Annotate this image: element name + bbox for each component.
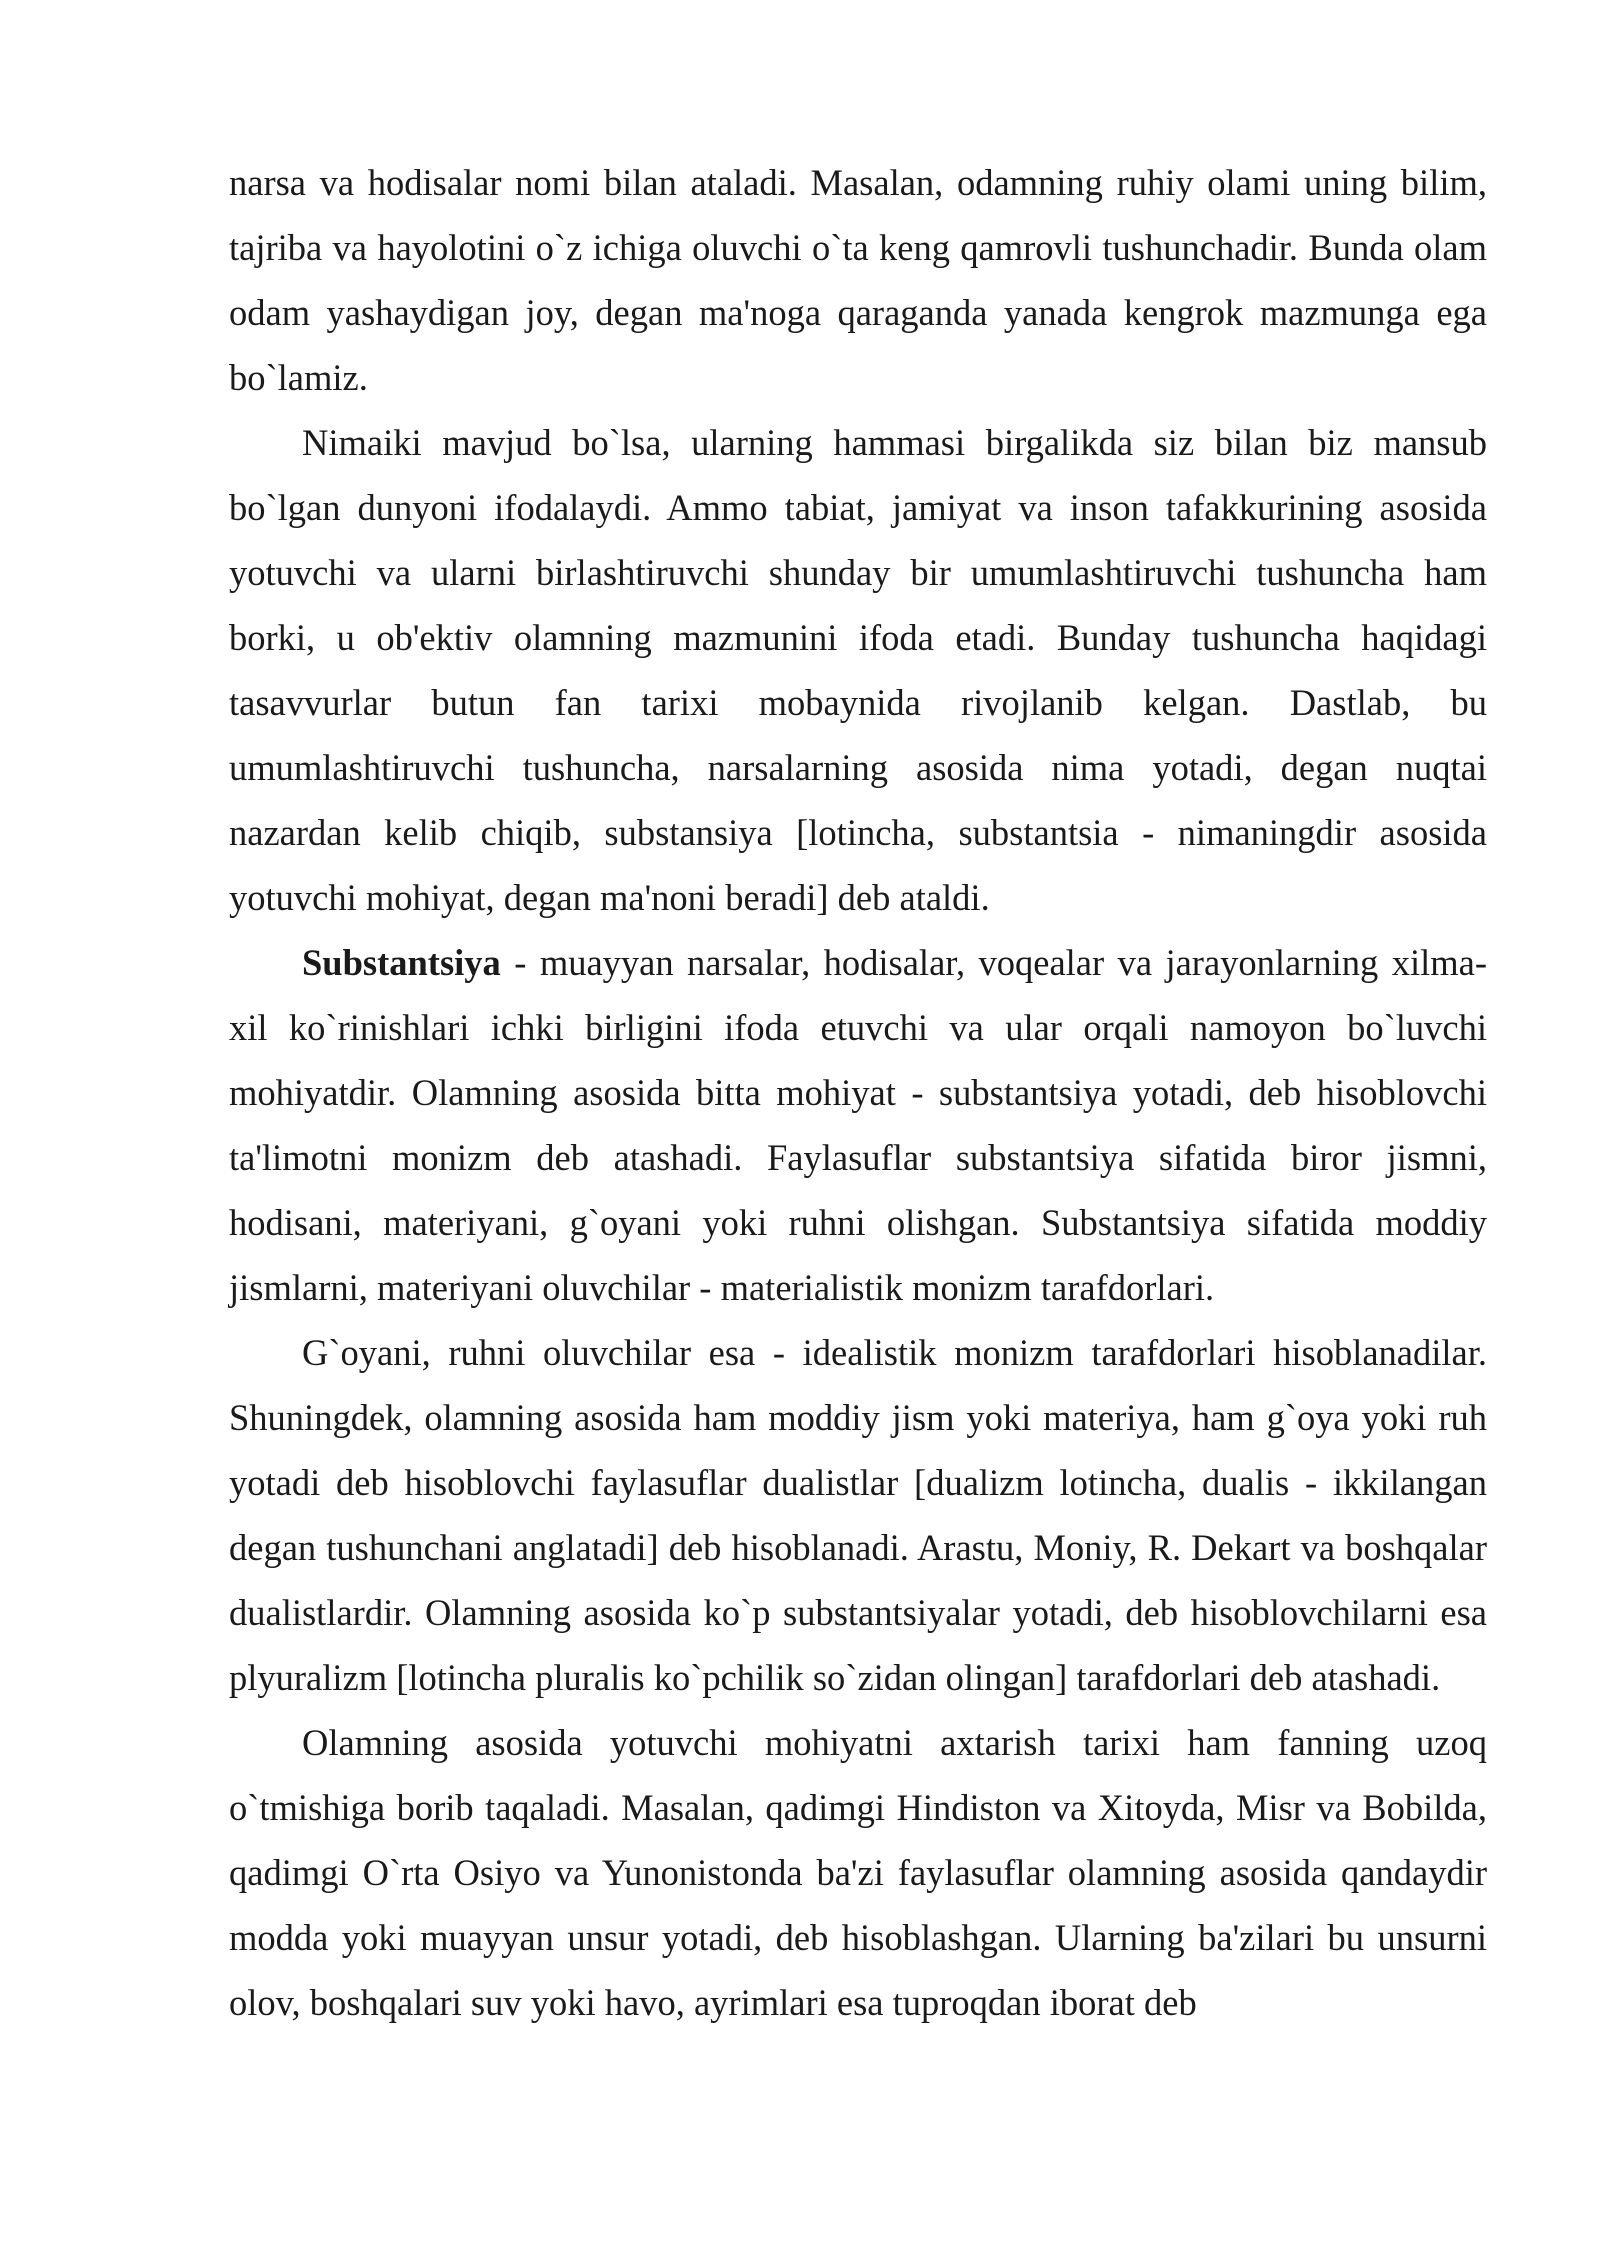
paragraph-3: [229, 930, 1487, 1320]
paragraph-5-text: Olamning asosida yotuvchi mohiyatni axtarish tarixi ham fanning uzoq o`tmishiga borib taqaladi. Masalan, qadimgi Hindiston va Xitoyda, Misr va Bobilda, qadimgi O`rta Osiyo va Yunonistonda ba'zi faylasuflar olamning asosida qandaydir modda yoki muayyan unsur yotadi, deb hisoblashgan. Ularning ba'zilari bu unsurni olov, boshqalari suv yoki havo, ayrimlari esa tuproqdan iborat deb: [229, 1722, 1487, 2023]
paragraph-1: [229, 150, 1487, 410]
paragraph-1-text: narsa va hodisalar nomi bilan ataladi. Masalan, odamning ruhiy olami uning bilim, tajriba va hayolotini o`z ichiga oluvchi o`ta keng qamrovli tushunchadir. Bunda olam odam yashaydigan joy, degan ma'noga qaraganda yanada kengrok mazmunga ega bo`lamiz.: [229, 162, 1487, 398]
paragraph-5: [229, 1710, 1487, 2035]
paragraph-3-text: - muayyan narsalar, hodisalar, voqealar va jarayonlarning xilma-xil ko`rinishlari ichki birligini ifoda etuvchi va ular orqali namoyon bo`luvchi mohiyatdir. Olamning asosida bitta mohiyat - substantsiya yotadi, deb hisoblovchi ta'limotni monizm deb atashadi. Faylasuflar substantsiya sifatida biror jismni, hodisani, materiyani, g`oyani yoki ruhni olishgan. Substantsiya sifatida moddiy jismlarni, materiyani oluvchilar - materialistik monizm tarafdorlari.: [229, 942, 1487, 1308]
paragraph-2: [229, 410, 1487, 930]
paragraph-4: [229, 1320, 1487, 1710]
paragraph-4-text: G`oyani, ruhni oluvchilar esa - idealistik monizm tarafdorlari hisoblanadilar. Shuningdek, olamning asosida ham moddiy jism yoki materiya, ham g`oya yoki ruh yotadi deb hisoblovchi faylasuflar dualistlar [dualizm lotincha, dualis - ikkilangan degan tushunchani anglatadi] deb hisoblanadi. Arastu, Moniy, R. Dekart va boshqalar dualistlardir. Olamning asosida ko`p substantsiyalar yotadi, deb hisoblovchilarni esa plyuralizm [lotincha pluralis ko`pchilik so`zidan olingan] tarafdorlari deb atashadi.: [229, 1332, 1487, 1698]
defined-term: Substantsiya: [302, 942, 501, 983]
paragraph-2-text: Nimaiki mavjud bo`lsa, ularning hammasi birgalikda siz bilan biz mansub bo`lgan dunyoni ifodalaydi. Ammo tabiat, jamiyat va inson tafakkurining asosida yotuvchi va ularni birlashtiruvchi shunday bir umumlashtiruvchi tushuncha ham borki, u ob'ektiv olamning mazmunini ifoda etadi. Bunday tushuncha haqidagi tasavvurlar butun fan tarixi mobaynida rivojlanib kelgan. Dastlab, bu umumlashtiruvchi tushuncha, narsalarning asosida nima yotadi, degan nuqtai nazardan kelib chiqib, substansiya [lotincha, substantsia - nimaningdir asosida yotuvchi mohiyat, degan ma'noni beradi] deb ataldi.: [229, 422, 1487, 918]
document-body: [229, 150, 1487, 2035]
